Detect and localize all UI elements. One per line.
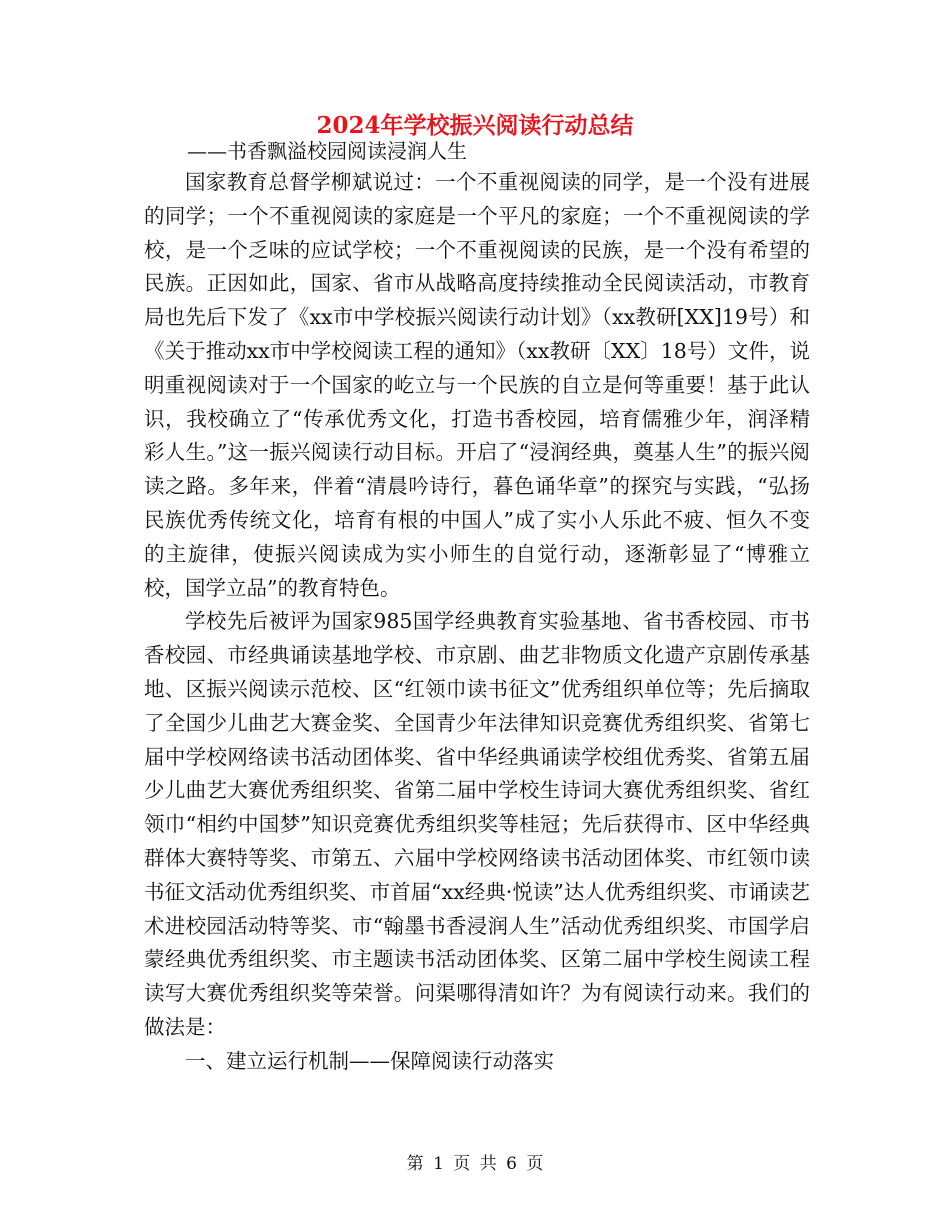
- document-body: [144, 166, 810, 1079]
- paragraph-intro: 国家教育总督学柳斌说过：一个不重视阅读的同学，是一个没有进展的同学；一个不重视阅读的家庭是一个平凡的家庭；一个不重视阅读的学校，是一个乏味的应试学校；一个不重视阅读的民族，是一个没有希望的民族。正因如此，国家、省市从战略高度持续推动全民阅读活动，市教育局也先后下发了《xx市中学校振兴阅读行动计划》（xx教研[XX]19号）和《关于推动xx市中学校阅读工程的通知》（xx教研〔XX〕18号）文件，说明重视阅读对于一个国家的屹立与一个民族的自立是何等重要！基于此认识，我校确立了“传承优秀文化，打造书香校园，培育儒雅少年，润泽精彩人生。”这一振兴阅读行动目标。开启了“浸润经典，奠基人生”的振兴阅读之路。多年来，伴着“清晨吟诗行，暮色诵华章”的探究与实践，“弘扬民族优秀传统文化，培育有根的中国人”成了实小人乐此不疲、恒久不变的主旋律，使振兴阅读成为实小师生的自觉行动，逐渐彰显了“博雅立校，国学立品”的教育特色。: [144, 170, 810, 600]
- page-number-footer: 第 1 页 共 6 页: [406, 1154, 544, 1174]
- document-subtitle: ——书香飘溢校园阅读浸润人生: [187, 139, 467, 163]
- section-heading: 一、建立运行机制——保障阅读行动落实: [185, 1048, 554, 1073]
- paragraph-honors: 学校先后被评为国家985国学经典教育实验基地、省书香校园、市书香校园、市经典诵读基地学校、市京剧、曲艺非物质文化遗产京剧传承基地、区振兴阅读示范校、区“红领巾读书征文”优秀组织单位等；先后摘取了全国少儿曲艺大赛金奖、全国青少年法律知识竞赛优秀组织奖、省第七届中学校网络读书活动团体奖、省中华经典诵读学校组优秀奖、省第五届少儿曲艺大赛优秀组织奖、省第二届中学校生诗词大赛优秀组织奖、省红领巾“相约中国梦”知识竞赛优秀组织奖等桂冠；先后获得市、区中华经典群体大赛特等奖、市第五、六届中学校网络读书活动团体奖、市红领巾读书征文活动优秀组织奖、市首届“xx经典·悦读”达人优秀组织奖、市诵读艺术进校园活动特等奖、市“翰墨书香浸润人生”活动优秀组织奖、市国学启蒙经典优秀组织奖、市主题读书活动团体奖、区第二届中学校生阅读工程读写大赛优秀组织奖等荣誉。问渠哪得清如许？为有阅读行动来。我们的做法是：: [144, 609, 810, 1039]
- document-title: 2024年学校振兴阅读行动总结: [316, 112, 634, 139]
